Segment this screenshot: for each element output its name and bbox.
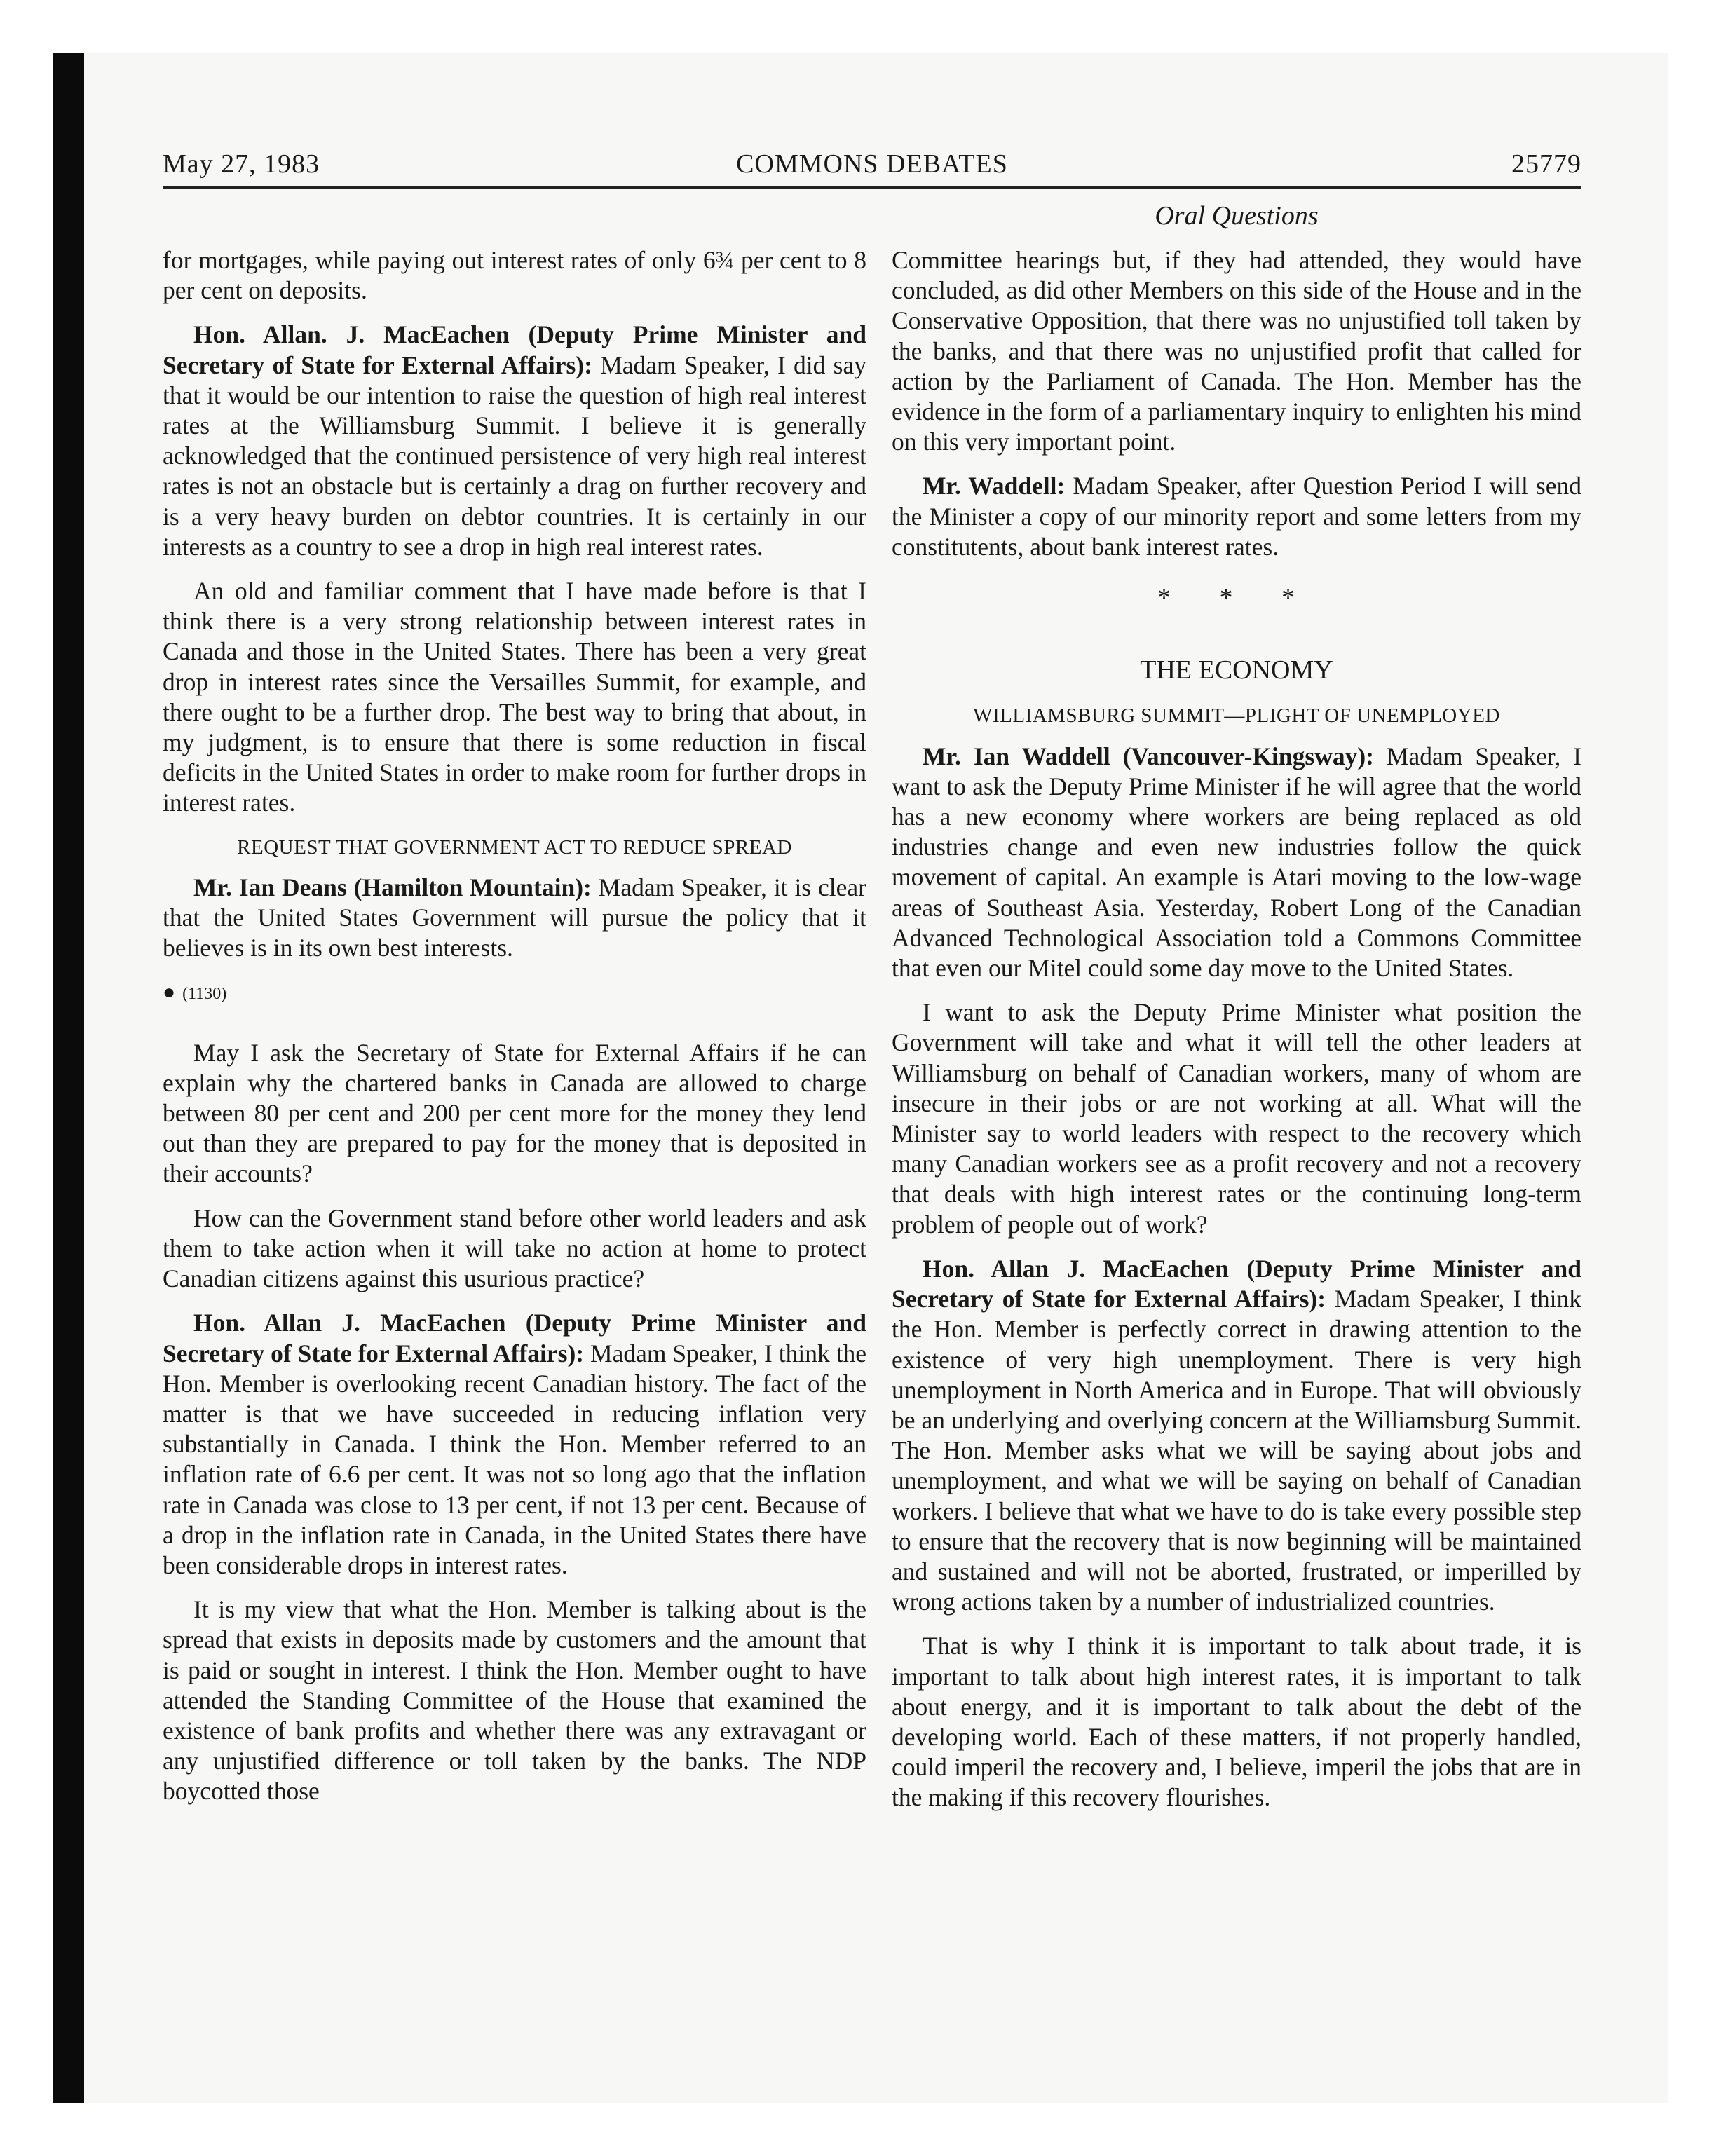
- speaker-name: Hon. Allan J. MacEachen (Deputy Prime Minister and Secretary of State for External Affairs):: [892, 1254, 1581, 1314]
- speech-text: Madam Speaker, after Question Period I will send the Minister a copy of our minority report and some letters from my constitutents, about bank interest rates.: [892, 472, 1581, 561]
- section-separator: * * *: [1157, 583, 1316, 613]
- paragraph: It is my view that what the Hon. Member is talking about is the spread that exists in deposits made by customers and the amount that is paid or sought in interest. I think the Hon. Member ought to have attended the Standing Committee of the House that examined the existence of bank profits and whether there was any extravagant or any unjustified difference or toll taken by the banks. The NDP boycotted those: [163, 1595, 866, 1806]
- speech-paragraph: [892, 1254, 1581, 1617]
- speaker-name: Mr. Ian Waddell (Vancouver-Kingsway):: [923, 742, 1375, 770]
- paragraph: for mortgages, while paying out interest rates of only 6¾ per cent to 8 per cent on deposits.: [163, 246, 866, 305]
- paragraph: May I ask the Secretary of State for External Affairs if he can explain why the chartered banks in Canada are allowed to charge between 80 per cent and 200 per cent more for the money they lend out than they are prepared to pay for the money that is deposited in their accounts?: [163, 1038, 866, 1188]
- speaker-name: Mr. Waddell:: [923, 472, 1066, 500]
- subheading: WILLIAMSBURG SUMMIT—PLIGHT OF UNEMPLOYED: [973, 704, 1500, 728]
- timestamp-text: (1130): [182, 985, 227, 1004]
- paragraph: How can the Government stand before other world leaders and ask them to take action when it will take no action at home to protect Canadian citizens against this usurious practice?: [163, 1203, 866, 1293]
- speech-text: Madam Speaker, I did say that it would be our intention to raise the question of high real interest rates at the Williamsburg Summit. I believe it is generally acknowledged that the continued persistence of very high real interest rates is not an obstacle but is certainly a drag on further recovery and is a very heavy burden on debtor countries. It is certainly in our interests as a country to see a drop in high real interest rates.: [163, 350, 866, 561]
- left-column: [163, 245, 866, 1821]
- speech-paragraph: [163, 320, 866, 562]
- scan-margin: [0, 0, 53, 2156]
- section-label: Oral Questions: [1155, 201, 1319, 231]
- subheading: REQUEST THAT GOVERNMENT ACT TO REDUCE SPREAD: [237, 835, 792, 859]
- speech-paragraph: [892, 742, 1581, 984]
- timestamp-marker: [163, 977, 866, 1009]
- header-date: May 27, 1983: [163, 149, 320, 179]
- paragraph: An old and familiar comment that I have made before is that I think there is a very strong relationship between interest rates in Canada and those in the United States. There has been a very great drop in interest rates since the Versailles Summit, for example, and there ought to be a further drop. The best way to bring that about, in my judgment, is to ensure that there is some reduction in fiscal deficits in the United States in order to make room for further drops in interest rates.: [163, 577, 866, 817]
- section-title: THE ECONOMY: [1140, 655, 1333, 685]
- speech-paragraph: [892, 471, 1581, 562]
- paragraph: Committee hearings but, if they had attended, they would have concluded, as did other Members on this side of the House and in the Conservative Opposition, that there was no unjustified toll taken by the banks, and that there was no unjustified profit that called for action by the Parliament of Canada. The Hon. Member has the evidence in the form of a parliamentary inquiry to enlighten his mind on this very important point.: [892, 246, 1581, 456]
- speech-paragraph: [163, 1308, 866, 1581]
- page-header: [163, 149, 1581, 189]
- bullet-icon: ●: [163, 981, 176, 1004]
- speech-text: Madam Speaker, it is clear that the United States Government will pursue the policy that it believes is in its own best interests.: [163, 873, 866, 962]
- speech-text: Madam Speaker, I think the Hon. Member is overlooking recent Canadian history. The fact of the matter is that we have succeeded in reducing inflation very substantially in Canada. I think the Hon. Member referred to an inflation rate of 6.6 per cent. It was not so long ago that the inflation rate in Canada was close to 13 per cent, if not 13 per cent. Because of a drop in the inflation rate in Canada, in the United States there have been considerable drops in interest rates.: [163, 1339, 866, 1579]
- speaker-name: Mr. Ian Deans (Hamilton Mountain):: [193, 873, 592, 901]
- speaker-name: Hon. Allan. J. MacEachen (Deputy Prime Minister and Secretary of State for External Affairs):: [163, 320, 866, 379]
- header-page-number: 25779: [1511, 149, 1581, 179]
- paragraph: I want to ask the Deputy Prime Minister what position the Government will take and what it will tell the other leaders at Williamsburg on behalf of Canadian workers, many of whom are insecure in their jobs or are not working at all. What will the Minister say to world leaders with respect to the recovery which many Canadian workers see as a profit recovery and not a recovery that deals with high interest rates or the continuing long-term problem of people out of work?: [892, 998, 1581, 1239]
- paragraph: That is why I think it is important to talk about trade, it is important to talk about high interest rates, it is important to talk about energy, and it is important to talk about the debt of the developing world. Each of these matters, if not properly handled, could imperil the recovery and, I believe, imperil the jobs that are in the making if this recovery flourishes.: [892, 1632, 1581, 1812]
- speech-text: Madam Speaker, I think the Hon. Member is perfectly correct in drawing attention to the existence of very high unemployment. There is very high unemployment in North America and in Europe. That will obviously be an underlying and overlying concern at the Williamsburg Summit. The Hon. Member asks what we will be saying about jobs and unemployment, and what we will be saying on behalf of Canadian workers. I believe that what we have to do is take every possible step to ensure that the recovery that is now beginning will be maintained and sustained and will not be aborted, frustrated, or imperilled by wrong actions taken by a number of industrialized countries.: [892, 1285, 1581, 1616]
- speech-text: Madam Speaker, I want to ask the Deputy Prime Minister if he will agree that the world has a new economy where workers are being replaced as old industries change and even new industries follow the quick movement of capital. An example is Atari moving to the low-wage areas of Southeast Asia. Yesterday, Robert Long of the Canadian Advanced Technological Association told a Commons Committee that even our Mitel could some day move to the United States.: [892, 742, 1581, 983]
- right-column: [892, 245, 1581, 1827]
- header-title: COMMONS DEBATES: [736, 149, 1008, 179]
- speaker-name: Hon. Allan J. MacEachen (Deputy Prime Minister and Secretary of State for External Affairs):: [163, 1309, 866, 1367]
- speech-paragraph: [163, 873, 866, 964]
- scan-binding-shadow: [53, 53, 84, 2103]
